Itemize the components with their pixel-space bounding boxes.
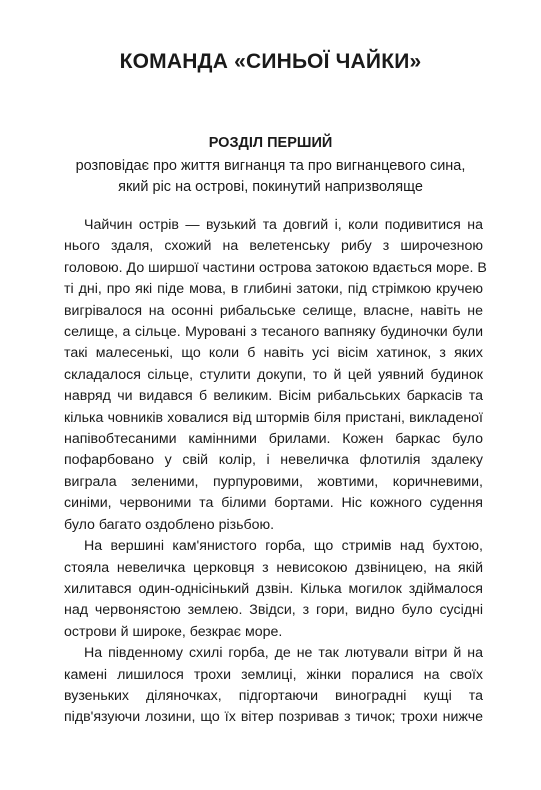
book-title: КОМАНДА «СИНЬОЇ ЧАЙКИ» xyxy=(119,50,422,73)
chapter-heading: РОЗДІЛ ПЕРШИЙ xyxy=(208,135,333,151)
paragraph xyxy=(64,643,483,729)
text-line: вузеньких діляночках, підгортаючи виноградні кущі та xyxy=(64,687,483,704)
text-line: складалося сільце, стулити докупи, то й цей уявний будинок xyxy=(64,366,483,383)
text-line: головою. До ширшої частини острова затокою вдається море. В xyxy=(64,259,487,276)
text-line: ті дні, про які піде мова, в глибині затоки, під стрімкою кручею xyxy=(64,281,483,298)
text-line: На південному схилі горба, де не так лютували вітри й на xyxy=(84,645,483,662)
text-line: селище, а сільце. Муровані з тесаного вапняку будиночки були xyxy=(64,324,483,341)
text-line: виграла зеленими, пурпуровими, жовтими, коричневими, xyxy=(64,473,483,490)
chapter-subtitle-line: розповідає про життя вигнанця та про вигнанцевого сина, xyxy=(75,158,466,174)
paragraph xyxy=(64,536,483,643)
text-line: підв'язуючи лозини, що їх вітер позривав з тичок; трохи нижче xyxy=(64,709,483,726)
text-line: над червонястою землею. Звідси, з гори, видно було сусідні xyxy=(64,602,483,619)
text-line: камені лишилося трохи землиці, жінки поралися на своїх xyxy=(64,666,483,683)
text-line: Чайчин острів — вузький та довгий і, коли подивитися на xyxy=(84,217,483,233)
text-line: хилитався один-однісінький дзвін. Кілька могилок здіймалося xyxy=(64,580,483,597)
text-line: На вершині кам'янистого горба, що стримів над бухтою, xyxy=(84,538,483,555)
text-line: було багато оздоблено різьбою. xyxy=(64,516,275,533)
text-line: такі малесенькі, що коли б навіть усі вісім хатинок, з яких xyxy=(64,345,483,362)
text-line: острови й широке, безкрає море. xyxy=(64,623,283,640)
text-line: пофарбовано у свій колір, і невеличка флотилія здалеку xyxy=(64,452,483,469)
body-text xyxy=(64,215,487,729)
text-line: вигрівалося на осонні рибальське селище, власне, навіть не xyxy=(64,302,483,319)
chapter-subtitle-line: який ріс на острові, покинутий напризволяще xyxy=(118,179,423,195)
text-line: кілька човників ховалися від штормів біля пристані, викладеної xyxy=(64,409,483,426)
text-line: стояла невеличка церковця з невисокою дзвіницею, на якій xyxy=(64,559,483,576)
paragraph xyxy=(64,215,487,536)
text-line: навряд чи видався б великим. Вісім рибальських баркасів та xyxy=(64,388,483,405)
text-line: нього здаля, схожий на велетенську рибу з широчезною xyxy=(64,238,483,255)
text-line: синіми, червоними та білими бортами. Ніс кожного судення xyxy=(64,495,483,512)
text-line: напівобтесаними камінними брилами. Кожен баркас було xyxy=(64,431,483,448)
chapter-subtitle xyxy=(40,156,501,198)
